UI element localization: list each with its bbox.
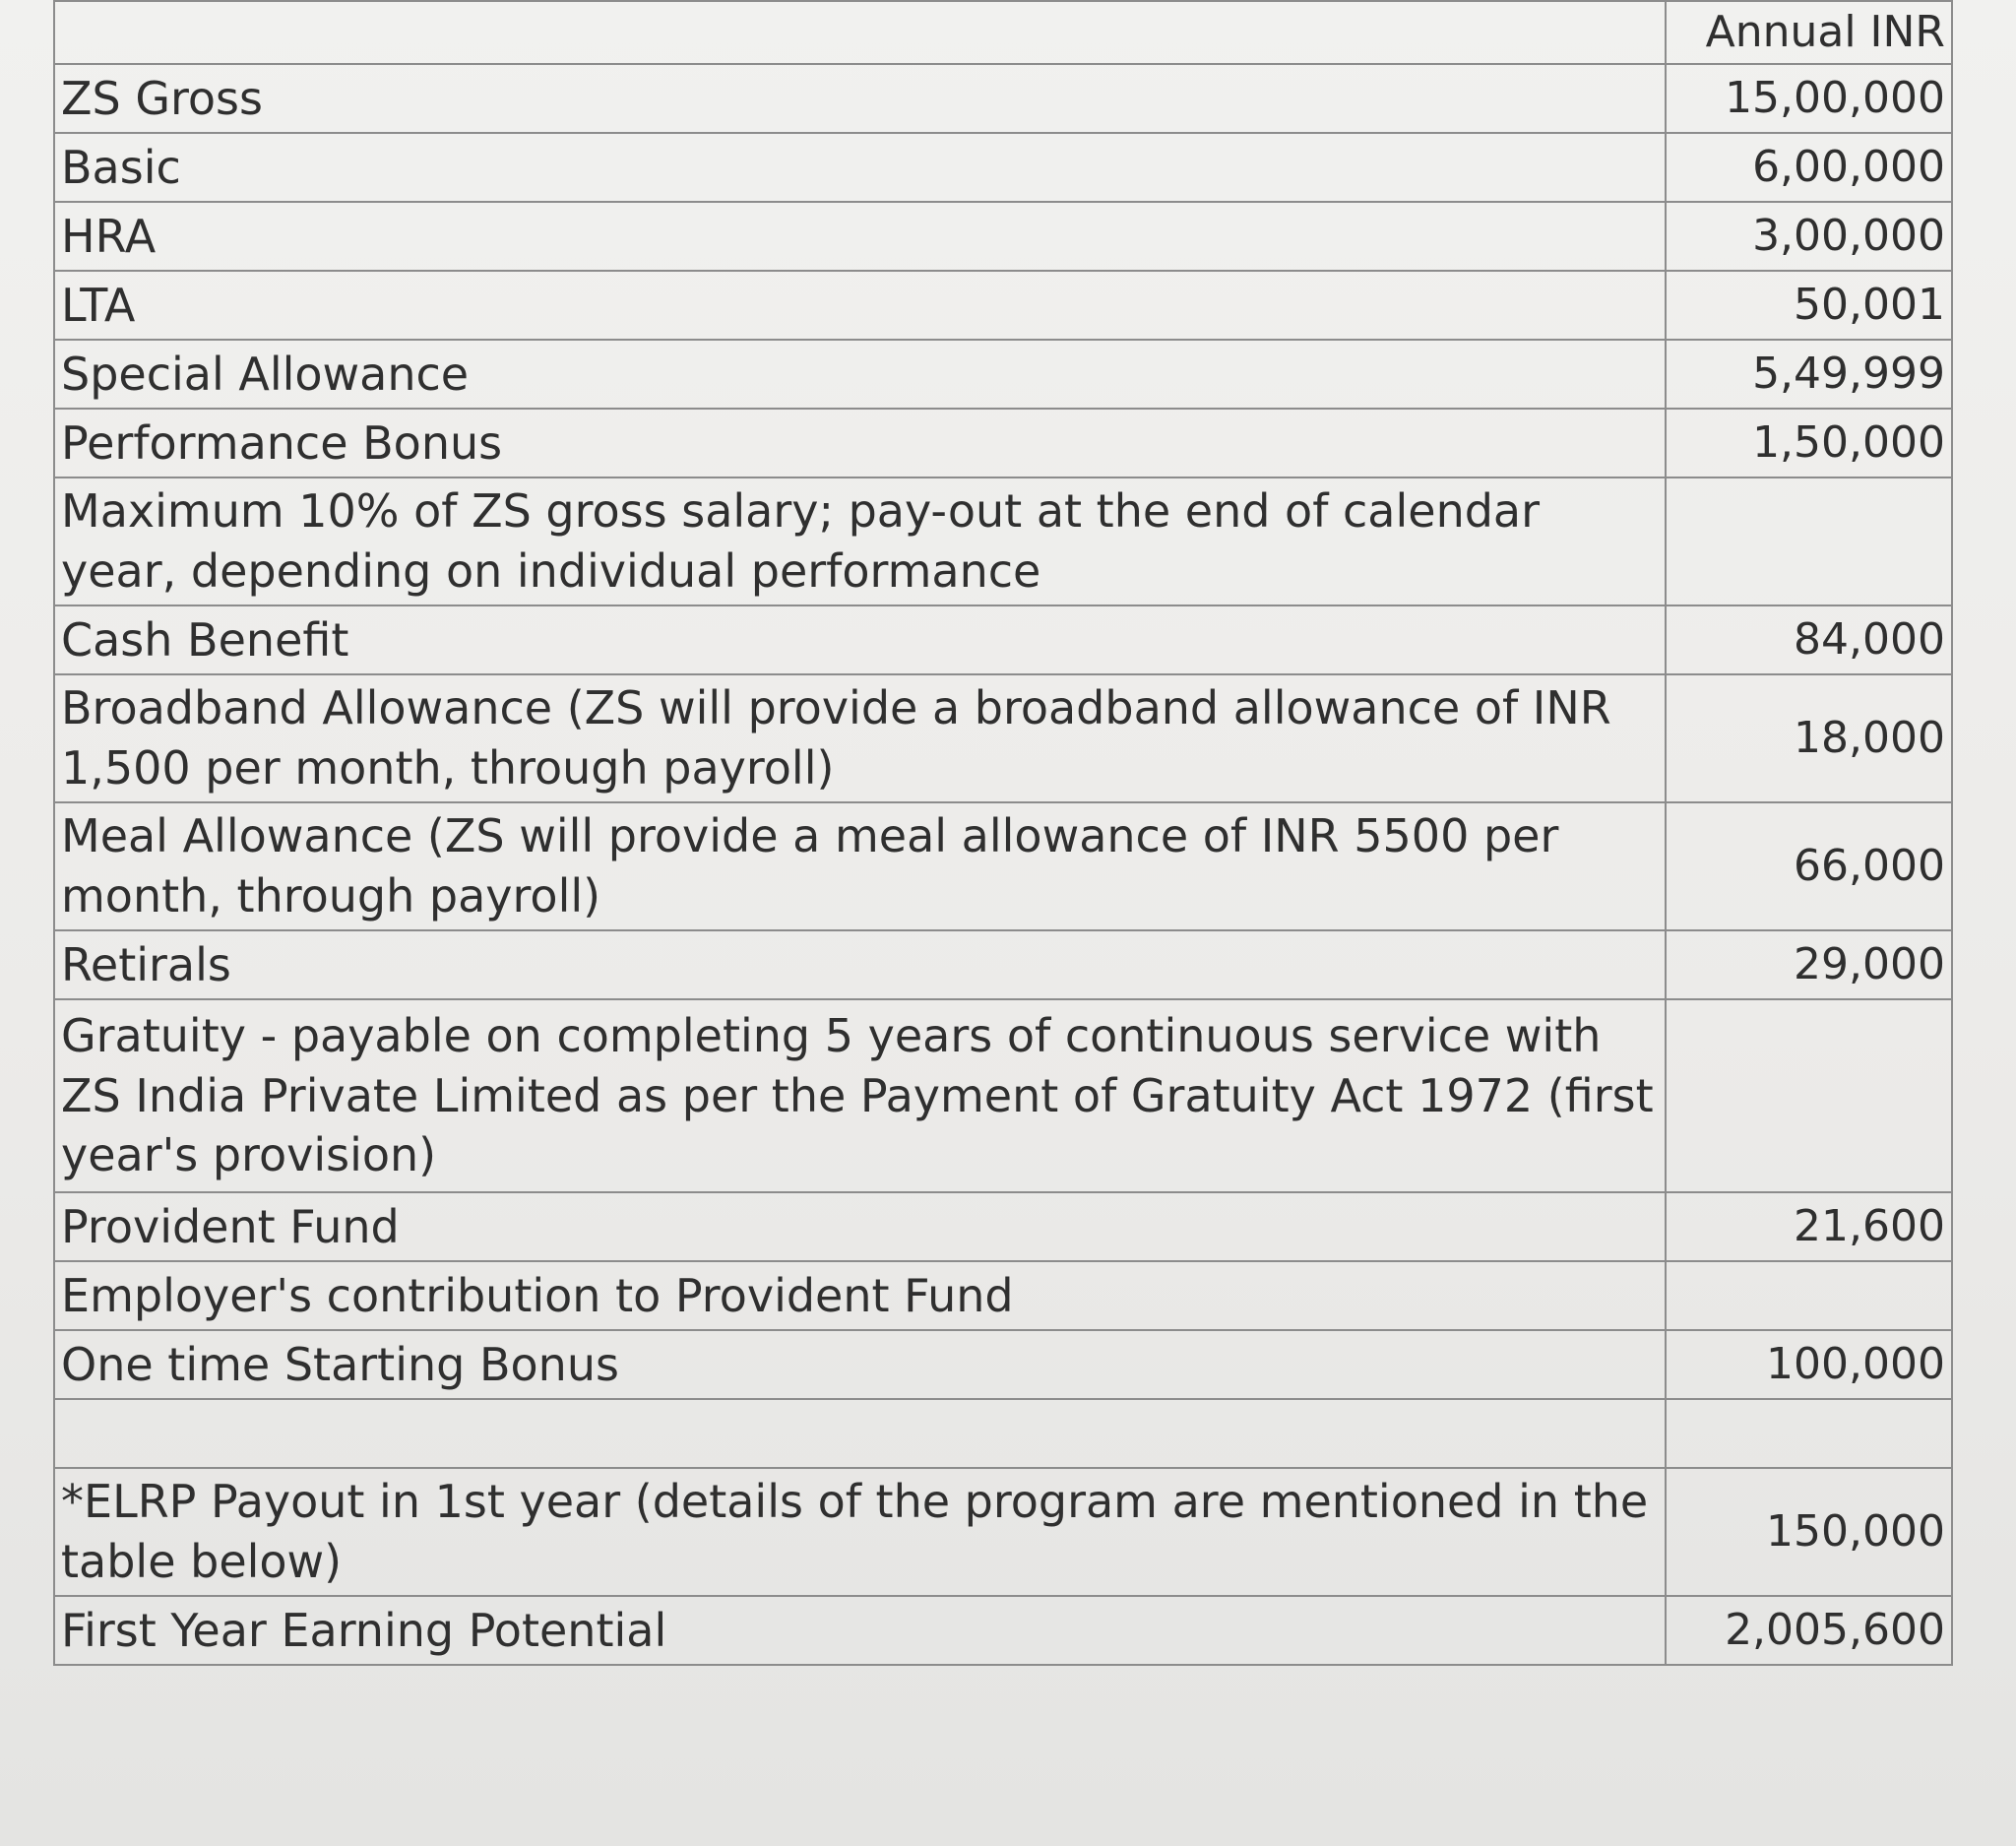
row-amount [1666,999,1952,1192]
table-row [54,271,1952,340]
row-amount: 2,005,600 [1666,1596,1952,1665]
table-row [54,1468,1952,1596]
header-amount-cell: Annual INR [1666,1,1952,64]
row-amount: 50,001 [1666,271,1952,340]
table-row [54,605,1952,674]
table-row [54,802,1952,930]
row-amount: 150,000 [1666,1468,1952,1596]
header-label-cell [54,1,1666,64]
table-row [54,202,1952,271]
row-label: Meal Allowance (ZS will provide a meal allowance of INR 5500 per month, through payroll) [54,802,1666,930]
table-row [54,64,1952,133]
row-label: Retirals [54,930,1666,999]
row-amount [1666,1261,1952,1330]
table-row [54,1399,1952,1468]
row-amount: 1,50,000 [1666,409,1952,477]
row-label: ZS Gross [54,64,1666,133]
row-amount: 29,000 [1666,930,1952,999]
row-amount: 3,00,000 [1666,202,1952,271]
row-label: Cash Benefit [54,605,1666,674]
row-label: Employer's contribution to Provident Fund [54,1261,1666,1330]
row-label: Maximum 10% of ZS gross salary; pay-out at the end of calendar year, depending on individual performance [54,477,1666,605]
row-amount: 21,600 [1666,1192,1952,1261]
row-label: Basic [54,133,1666,202]
salary-table-container [53,0,1953,1666]
table-row [54,674,1952,802]
row-label: Gratuity - payable on completing 5 years of continuous service with ZS India Private Limited as per the Payment of Gratuity Act 1972 (first year's provision) [54,999,1666,1192]
row-amount [1666,477,1952,605]
row-label: LTA [54,271,1666,340]
row-amount: 6,00,000 [1666,133,1952,202]
row-label: One time Starting Bonus [54,1330,1666,1399]
row-label: Performance Bonus [54,409,1666,477]
row-label: Broadband Allowance (ZS will provide a broadband allowance of INR 1,500 per month, through payroll) [54,674,1666,802]
row-amount: 84,000 [1666,605,1952,674]
table-row [54,1330,1952,1399]
row-label [54,1399,1666,1468]
row-amount: 18,000 [1666,674,1952,802]
table-row [54,1192,1952,1261]
row-amount: 66,000 [1666,802,1952,930]
table-row [54,409,1952,477]
table-row [54,1261,1952,1330]
salary-breakup-table [53,0,1953,1666]
table-row [54,930,1952,999]
table-row [54,999,1952,1192]
table-row [54,133,1952,202]
table-row [54,477,1952,605]
row-label: Special Allowance [54,340,1666,409]
row-amount: 5,49,999 [1666,340,1952,409]
row-label: HRA [54,202,1666,271]
row-label: First Year Earning Potential [54,1596,1666,1665]
row-amount: 15,00,000 [1666,64,1952,133]
table-row [54,340,1952,409]
row-label: Provident Fund [54,1192,1666,1261]
row-label: *ELRP Payout in 1st year (details of the program are mentioned in the table below) [54,1468,1666,1596]
row-amount [1666,1399,1952,1468]
table-row [54,1596,1952,1665]
row-amount: 100,000 [1666,1330,1952,1399]
table-header-row [54,1,1952,64]
